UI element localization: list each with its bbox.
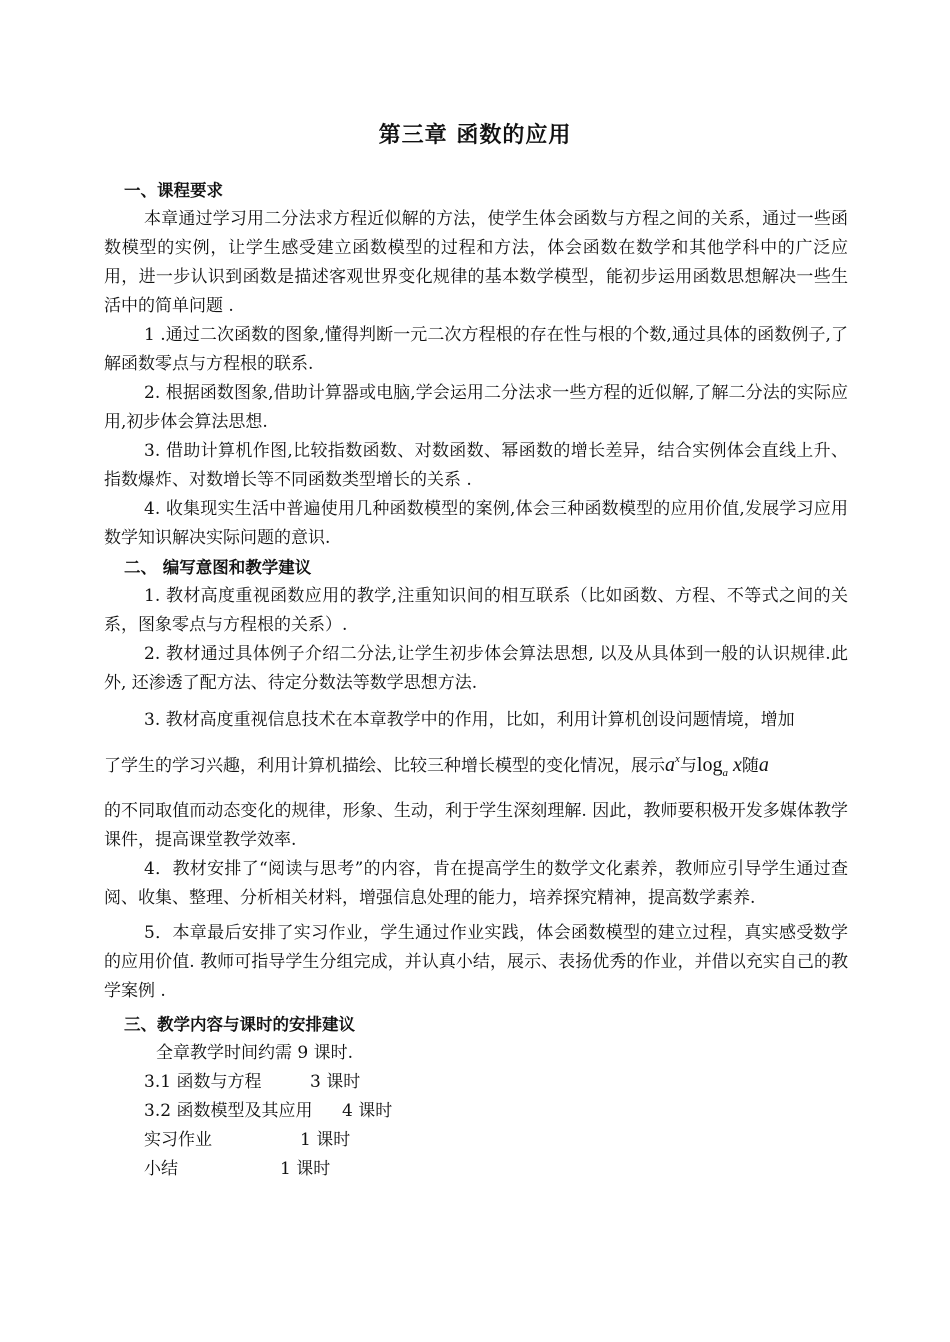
suggestion-item-3-line-2: 了学生的学习兴趣，利用计算机描绘、比较三种增长模型的变化情况，展示 (104, 756, 665, 776)
suggestion-item-1: 1. 教材高度重视函数应用的教学,注重知识间的相互联系（比如函数、方程、不等式之间的关系，图象零点与方程根的关系）. (104, 586, 848, 635)
schedule-row-name: 3.2 函数模型及其应用 (144, 1101, 313, 1121)
section-heading-teaching-suggestions: 二、 编写意图和教学建议 (124, 558, 312, 577)
requirement-item-3: 3. 借助计算机作图,比较指数函数、对数函数、幂函数的增长差异，结合实例体会直线上升、指数爆炸、对数增长等不同函数类型增长的关系 . (104, 441, 848, 490)
requirement-item-2: 2. 根据函数图象,借助计算器或电脑,学会运用二分法求一些方程的近似解,了解二分法的实际应用,初步体会算法思想. (104, 383, 848, 432)
requirement-item-1: 1 .通过二次函数的图象,懂得判断一元二次方程根的存在性与根的个数,通过具体的函数例子,了解函数零点与方程根的联系. (104, 325, 848, 374)
suggestion-item-3-line-1: 3. 教材高度重视信息技术在本章教学中的作用，比如，利用计算机创设问题情境，增加 (144, 710, 795, 730)
schedule-row-name: 实习作业 (144, 1130, 212, 1150)
suggestion-item-3-math-line (104, 731, 848, 801)
schedule-row-name: 3.1 函数与方程 (144, 1072, 262, 1092)
schedule-row-name: 小结 (144, 1159, 178, 1179)
math-expression: $a^x$与$\log_a x$随a (665, 753, 769, 779)
schedule-row-hours: 3 课时 (310, 1072, 361, 1092)
paragraph-intro: 本章通过学习用二分法求方程近似解的方法，使学生体会函数与方程之间的关系，通过一些函数模型的实例，让学生感受建立函数模型的过程和方法，体会函数在数学和其他学科中的广泛应用，进一步认识到函数是描述客观世界变化规律的基本数学模型，能初步运用函数思想解决一些生活中的简单问题 . (104, 209, 848, 316)
suggestion-item-3 (104, 706, 848, 855)
section-heading-schedule: 三、教学内容与课时的安排建议 (124, 1015, 355, 1034)
schedule-row-hours: 1 课时 (280, 1159, 331, 1179)
section-heading-course-requirements: 一、课程要求 (124, 181, 223, 200)
schedule-row-hours: 1 课时 (300, 1130, 351, 1150)
schedule-row (104, 1155, 848, 1184)
schedule-row (104, 1126, 848, 1155)
page-title: 第三章 函数的应用 (378, 123, 572, 148)
schedule-row-hours: 4 课时 (342, 1101, 393, 1121)
suggestion-item-3-rest: 的不同取值而动态变化的规律，形象、生动，利于学生深刻理解. 因此，教师要积极开发多媒体教学课件，提高课堂教学效率. (104, 801, 848, 850)
schedule-total: 全章教学时间约需 9 课时. (156, 1043, 354, 1063)
document-body (104, 176, 848, 1184)
schedule-table (104, 1068, 848, 1184)
requirement-item-4: 4. 收集现实生活中普遍使用几种函数模型的案例,体会三种函数模型的应用价值,发展学习应用数学知识解决实际问题的意识. (104, 499, 848, 548)
suggestion-item-2: 2. 教材通过具体例子介绍二分法,让学生初步体会算法思想, 以及从具体到一般的认识规律.此外, 还渗透了配方法、待定分数法等数学思想方法. (104, 644, 848, 693)
schedule-row (104, 1068, 848, 1097)
suggestion-item-5: 5．本章最后安排了实习作业，学生通过作业实践，体会函数模型的建立过程，真实感受数学的应用价值. 教师可指导学生分组完成，并认真小结，展示、表扬优秀的作业，并借以充实自己的教学案例 . (104, 923, 848, 1001)
suggestion-item-4: 4．教材安排了“阅读与思考”的内容，肯在提高学生的数学文化素养，教师应引导学生通过查阅、收集、整理、分析相关材料，增强信息处理的能力，培养探究精神，提高数学素养. (104, 859, 848, 908)
schedule-row (104, 1097, 848, 1126)
